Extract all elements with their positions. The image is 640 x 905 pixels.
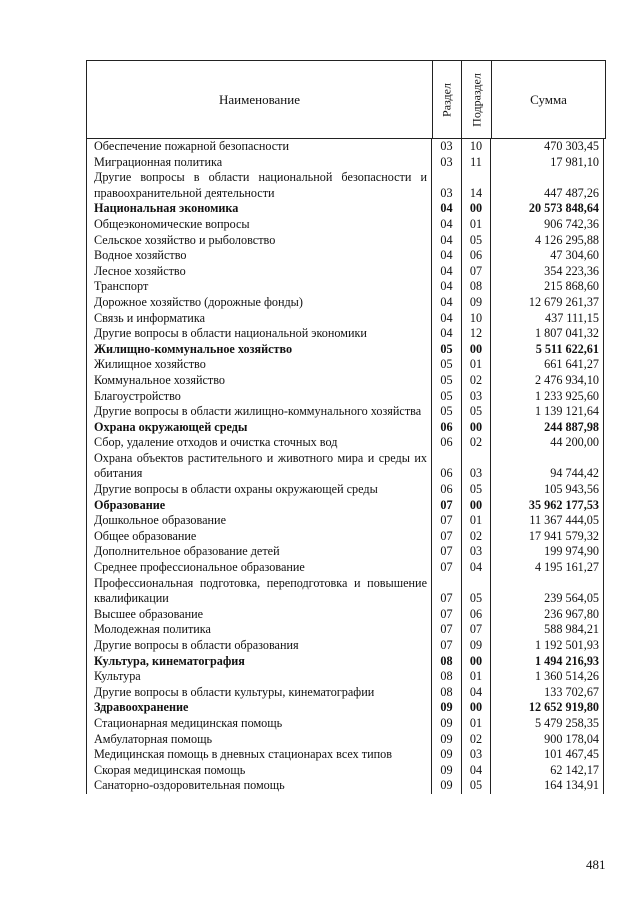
row-sum: 215 868,60 [544,279,599,294]
row-sum: 133 702,67 [544,684,599,699]
row-sum-cell [491,311,604,327]
row-subsection-cell [461,607,491,623]
table-row [86,139,606,155]
table-row [86,685,606,701]
row-subsection-cell [461,529,491,545]
table-row [86,357,606,373]
row-sum: 661 641,27 [544,357,599,372]
row-subsection: 14 [469,185,483,200]
row-sum-cell [491,700,604,716]
row-subsection-cell [461,576,491,607]
table-row [86,248,606,264]
row-sum-cell [491,264,604,280]
row-name: Среднее профессиональное образование [86,560,432,576]
row-subsection: 05 [469,591,483,606]
table-row [86,295,606,311]
table-row [86,544,606,560]
row-name: Благоустройство [86,389,432,405]
row-subsection: 09 [469,638,483,652]
page-number: 481 [586,857,606,872]
row-subsection: 07 [469,622,483,637]
row-name: Другие вопросы в области образования [86,638,432,654]
row-name: Другие вопросы в области охраны окружающей среды [86,482,432,498]
row-name: Культура, кинематография [86,654,432,670]
row-section: 07 [440,513,453,528]
row-sum-cell [491,716,604,732]
row-subsection-cell [461,420,491,436]
header-name-label: Наименование [219,91,300,107]
row-sum: 12 679 261,37 [528,294,599,309]
row-section: 05 [440,341,453,356]
row-subsection: 12 [469,326,483,341]
row-subsection: 00 [469,497,483,512]
row-section: 08 [440,669,453,684]
row-sum-cell [491,529,604,545]
row-name: Охрана окружающей среды [86,420,432,436]
row-subsection-cell [461,669,491,685]
row-sum: 12 652 919,80 [528,700,599,715]
table-row [86,404,606,420]
row-section: 04 [440,279,453,294]
row-subsection-cell [461,560,491,576]
row-name: Жилищно-коммунальное хозяйство [86,342,432,358]
header-subsection [462,61,492,138]
row-subsection: 08 [469,279,483,294]
header-section-label: Раздел [439,82,454,117]
row-subsection-cell [461,685,491,701]
row-subsection-cell [461,716,491,732]
row-subsection-cell [461,279,491,295]
row-sum-cell [491,654,604,670]
row-sum: 199 974,90 [544,544,599,559]
row-name: Другие вопросы в области национальной безопасности и правоохранительной деятельности [86,170,432,201]
row-sum-cell [491,685,604,701]
row-subsection: 01 [469,216,483,231]
row-subsection: 09 [469,294,483,309]
row-subsection: 04 [469,684,483,699]
row-section: 09 [440,762,453,777]
row-sum-cell [491,747,604,763]
row-subsection-cell [461,638,491,654]
row-sum: 354 223,36 [544,263,599,278]
row-subsection: 05 [469,404,483,419]
row-subsection: 01 [469,357,483,372]
row-name: Жилищное хозяйство [86,357,432,373]
row-subsection: 01 [469,669,483,684]
table-row [86,622,606,638]
row-sum-cell [491,576,604,607]
row-sum: 5 479 258,35 [535,715,599,730]
table-row [86,732,606,748]
row-name: Стационарная медицинская помощь [86,716,432,732]
row-subsection: 04 [469,560,483,575]
row-subsection: 03 [469,466,483,481]
row-sum-cell [491,279,604,295]
table-row [86,482,606,498]
row-section: 07 [440,528,453,543]
row-name: Другие вопросы в области жилищно-коммунального хозяйства [86,404,432,420]
table-row [86,217,606,233]
row-name: Другие вопросы в области культуры, кинематографии [86,685,432,701]
table-row [86,373,606,389]
row-sum: 62 142,17 [550,762,599,777]
row-sum: 437 111,15 [545,310,599,325]
table-row [86,607,606,623]
row-sum-cell [491,170,604,201]
row-subsection: 10 [469,310,483,325]
row-subsection: 05 [469,482,483,497]
row-subsection-cell [461,342,491,358]
row-section: 04 [440,310,453,325]
row-sum: 101 467,45 [544,747,599,762]
table-row [86,326,606,342]
row-sum-cell [491,732,604,748]
row-sum: 1 192 501,93 [535,638,599,652]
row-sum-cell [491,435,604,451]
row-subsection-cell [461,778,491,794]
row-subsection-cell [461,513,491,529]
table-row [86,498,606,514]
row-sum: 2 476 934,10 [535,372,599,387]
row-name: Культура [86,669,432,685]
row-subsection-cell [461,435,491,451]
row-subsection: 00 [469,341,483,356]
row-section: 07 [440,497,453,512]
row-section: 04 [440,263,453,278]
row-name: Коммунальное хозяйство [86,373,432,389]
row-sum: 239 564,05 [544,591,599,606]
row-sum: 588 984,21 [544,622,599,637]
row-subsection: 04 [469,762,483,777]
row-sum-cell [491,607,604,623]
table-row [86,560,606,576]
row-sum: 105 943,56 [544,482,599,497]
row-section: 05 [440,372,453,387]
row-subsection-cell [461,732,491,748]
table-row [86,638,606,654]
row-sum-cell [491,560,604,576]
row-subsection-cell [461,170,491,201]
row-sum-cell [491,404,604,420]
table-row [86,654,606,670]
header-subsection-label: Подраздел [469,72,483,127]
row-sum-cell [491,155,604,171]
row-subsection: 03 [469,388,483,403]
row-subsection: 01 [469,513,483,528]
row-sum: 17 941 579,32 [528,528,599,543]
row-subsection-cell [461,201,491,217]
row-name: Связь и информатика [86,311,432,327]
header-name [87,61,433,138]
row-section: 04 [440,232,453,247]
row-name: Дополнительное образование детей [86,544,432,560]
table-row [86,233,606,249]
row-subsection: 00 [469,419,483,434]
row-section: 04 [440,248,453,263]
row-subsection: 02 [469,372,483,387]
table-row [86,669,606,685]
row-sum: 5 511 622,61 [535,341,599,356]
row-subsection-cell [461,700,491,716]
row-subsection-cell [461,295,491,311]
table-row [86,201,606,217]
row-sum: 11 367 444,05 [529,513,599,528]
row-name: Профессиональная подготовка, переподготовка и повышение квалификации [86,576,432,607]
row-name: Обеспечение пожарной безопасности [86,139,432,155]
table-row [86,155,606,171]
row-section: 07 [440,544,453,559]
row-subsection: 03 [469,544,483,559]
row-sum-cell [491,778,604,794]
table-row [86,170,606,201]
row-sum: 94 744,42 [550,466,599,481]
row-sum-cell [491,622,604,638]
row-subsection: 00 [469,201,483,216]
row-subsection: 06 [469,606,483,621]
row-subsection-cell [461,248,491,264]
row-sum: 4 126 295,88 [535,232,599,247]
row-name: Амбулаторная помощь [86,732,432,748]
row-subsection-cell [461,622,491,638]
row-name: Образование [86,498,432,514]
table-row [86,529,606,545]
table-body [86,139,606,794]
row-sum: 470 303,45 [544,139,599,153]
row-section: 07 [440,638,453,652]
row-subsection: 06 [469,248,483,263]
row-sum: 164 134,91 [544,778,599,793]
row-sum-cell [491,326,604,342]
row-sum-cell [491,513,604,529]
row-subsection-cell [461,451,491,482]
row-sum-cell [491,357,604,373]
row-subsection-cell [461,763,491,779]
row-section: 07 [440,606,453,621]
row-section: 03 [440,154,453,169]
row-name: Скорая медицинская помощь [86,763,432,779]
row-section: 08 [440,653,453,668]
row-subsection: 02 [469,731,483,746]
table-row [86,763,606,779]
row-sum-cell [491,544,604,560]
row-sum-cell [491,389,604,405]
row-sum: 1 139 121,64 [535,404,599,419]
row-subsection: 01 [469,715,483,730]
table-row [86,389,606,405]
row-name: Дорожное хозяйство (дорожные фонды) [86,295,432,311]
header-sum-label: Сумма [530,91,567,107]
row-sum-cell [491,373,604,389]
row-name: Здравоохранение [86,700,432,716]
row-subsection-cell [461,217,491,233]
row-name: Другие вопросы в области национальной экономики [86,326,432,342]
row-section: 04 [440,326,453,341]
row-name: Водное хозяйство [86,248,432,264]
row-subsection: 00 [469,700,483,715]
row-sum-cell [491,638,604,654]
row-section: 06 [440,419,453,434]
row-subsection: 11 [470,154,482,169]
row-subsection-cell [461,498,491,514]
row-section: 04 [440,294,453,309]
row-sum: 44 200,00 [550,435,599,450]
row-sum-cell [491,451,604,482]
row-subsection: 05 [469,778,483,793]
row-name: Национальная экономика [86,201,432,217]
table-row [86,451,606,482]
table-row [86,264,606,280]
row-sum: 900 178,04 [544,731,599,746]
row-subsection-cell [461,264,491,280]
row-subsection-cell [461,404,491,420]
row-sum: 1 360 514,26 [535,669,599,684]
table-header [86,60,606,139]
row-subsection: 03 [469,747,483,762]
row-sum: 20 573 848,64 [528,201,599,216]
table-row [86,700,606,716]
row-sum-cell [491,139,604,155]
row-name: Высшее образование [86,607,432,623]
row-name: Сельское хозяйство и рыболовство [86,233,432,249]
row-section: 09 [440,778,453,793]
row-sum-cell [491,248,604,264]
table-row [86,778,606,794]
row-subsection-cell [461,544,491,560]
header-sum [492,61,605,138]
row-subsection-cell [461,482,491,498]
row-subsection: 02 [469,528,483,543]
table-row [86,420,606,436]
row-section: 06 [440,435,453,450]
row-subsection: 07 [469,263,483,278]
row-section: 07 [440,591,453,606]
row-subsection-cell [461,373,491,389]
table-row [86,311,606,327]
row-subsection-cell [461,389,491,405]
row-section: 09 [440,731,453,746]
row-section: 09 [440,715,453,730]
row-sum: 906 742,36 [544,216,599,231]
row-section: 07 [440,560,453,575]
row-sum: 35 962 177,53 [528,497,599,512]
row-name: Общеэкономические вопросы [86,217,432,233]
row-sum-cell [491,763,604,779]
row-sum: 1 494 216,93 [535,653,599,668]
table-row [86,716,606,732]
row-section: 08 [440,684,453,699]
row-subsection-cell [461,326,491,342]
row-subsection-cell [461,654,491,670]
table-row [86,342,606,358]
row-sum: 1 233 925,60 [535,388,599,403]
row-section: 03 [440,185,453,200]
row-sum-cell [491,498,604,514]
budget-table [86,60,606,794]
row-sum-cell [491,669,604,685]
row-sum: 4 195 161,27 [535,560,599,575]
row-section: 05 [440,404,453,419]
row-section: 09 [440,700,453,715]
row-subsection: 10 [469,139,483,153]
row-subsection-cell [461,357,491,373]
row-subsection-cell [461,311,491,327]
row-sum: 1 807 041,32 [535,326,599,341]
row-section: 03 [440,139,453,153]
row-section: 07 [440,622,453,637]
row-sum: 236 967,80 [544,606,599,621]
row-sum: 47 304,60 [550,248,599,263]
row-subsection: 02 [469,435,483,450]
header-section [433,61,462,138]
row-name: Охрана объектов растительного и животного мира и среды их обитания [86,451,432,482]
row-section: 05 [440,388,453,403]
row-sum: 447 487,26 [544,185,599,200]
row-sum-cell [491,420,604,436]
row-section: 05 [440,357,453,372]
row-name: Медицинская помощь в дневных стационарах всех типов [86,747,432,763]
row-subsection-cell [461,233,491,249]
row-section: 09 [440,747,453,762]
row-section: 04 [440,216,453,231]
row-subsection: 05 [469,232,483,247]
row-sum-cell [491,201,604,217]
row-subsection-cell [461,155,491,171]
row-subsection: 00 [469,653,483,668]
row-name: Молодежная политика [86,622,432,638]
row-sum: 17 981,10 [550,154,599,169]
table-row [86,576,606,607]
row-sum-cell [491,233,604,249]
table-row [86,279,606,295]
row-sum-cell [491,217,604,233]
row-sum-cell [491,342,604,358]
row-sum-cell [491,482,604,498]
row-name: Общее образование [86,529,432,545]
row-name: Дошкольное образование [86,513,432,529]
row-section: 04 [440,201,453,216]
row-name: Транспорт [86,279,432,295]
table-row [86,435,606,451]
row-subsection-cell [461,747,491,763]
row-name: Лесное хозяйство [86,264,432,280]
row-sum: 244 887,98 [544,419,599,434]
row-name: Миграционная политика [86,155,432,171]
row-name: Сбор, удаление отходов и очистка сточных вод [86,435,432,451]
row-section: 06 [440,482,453,497]
table-row [86,513,606,529]
table-row [86,747,606,763]
row-subsection-cell [461,139,491,155]
row-section: 06 [440,466,453,481]
row-name: Санаторно-оздоровительная помощь [86,778,432,794]
row-sum-cell [491,295,604,311]
